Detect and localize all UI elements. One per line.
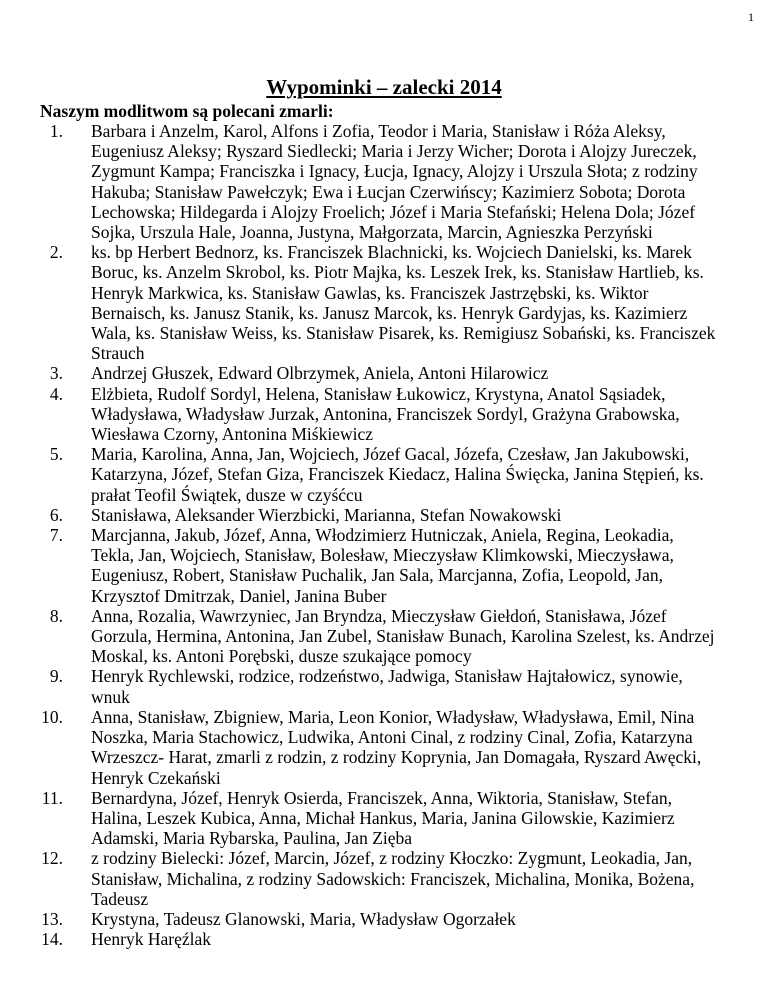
list-item bbox=[0, 363, 768, 383]
list-item bbox=[0, 384, 768, 445]
list-item-number: 12. bbox=[41, 848, 63, 869]
list-item-text: Anna, Rozalia, Wawrzyniec, Jan Bryndza, Mieczysław Giełdoń, Stanisława, Józef Gorzula, Hermina, Antonina, Jan Zubel, Stanisław Bunach, Karolina Szelest, ks. Andrzej Moskal, ks. Antoni Porębski, dusze szukające pomocy bbox=[91, 605, 715, 667]
list-item-number: 8. bbox=[49, 605, 63, 626]
list-item bbox=[0, 505, 768, 525]
list-item-text: Maria, Karolina, Anna, Jan, Wojciech, Józef Gacal, Józefa, Czesław, Jan Jakubowski, Katarzyna, Józef, Stefan Giza, Franciszek Kiedacz, Halina Święcka, Janina Stępień, ks. prałat Teofil Świątek, dusze w czyśćcu bbox=[91, 444, 704, 505]
list-item bbox=[0, 788, 768, 849]
list-item-number: 10. bbox=[41, 706, 63, 727]
list-item-text: Krystyna, Tadeusz Glanowski, Maria, Władysław Ogorzałek bbox=[91, 908, 516, 929]
list-item bbox=[0, 606, 768, 667]
list-item-number: 7. bbox=[49, 525, 63, 546]
list-item bbox=[0, 444, 768, 505]
memorial-list bbox=[0, 121, 768, 949]
list-item-text: Bernardyna, Józef, Henryk Osierda, Franciszek, Anna, Wiktoria, Stanisław, Stefan, Halina, Leszek Kubica, Anna, Michał Hankus, Maria, Janina Gilowskie, Kazimierz Adamski, Maria Rybarska, Paulina, Jan Zięba bbox=[91, 787, 675, 849]
list-item-text: Elżbieta, Rudolf Sordyl, Helena, Stanisław Łukowicz, Krystyna, Anatol Sąsiadek, Władysława, Władysław Jurzak, Antonina, Franciszek Sordyl, Grażyna Grabowska, Wiesława Czorny, Antonina Miśkiewicz bbox=[91, 383, 680, 445]
list-item-number: 14. bbox=[41, 929, 63, 950]
list-item-number: 9. bbox=[49, 666, 63, 687]
list-item bbox=[0, 242, 768, 363]
list-item-number: 2. bbox=[49, 242, 63, 263]
list-item-text: Anna, Stanisław, Zbigniew, Maria, Leon Konior, Władysław, Władysława, Emil, Nina Noszka, Maria Stachowicz, Ludwika, Antoni Cinal, z rodziny Cinal, Zofia, Katarzyna Wrzeszcz- Harat, zmarli z rodzin, z rodziny Koprynia, Jan Domagała, Ryszard Awęcki, Henryk Czekański bbox=[91, 706, 702, 788]
list-item-number: 4. bbox=[49, 383, 63, 404]
list-item-number: 5. bbox=[49, 444, 63, 465]
list-item-text: Barbara i Anzelm, Karol, Alfons i Zofia, Teodor i Maria, Stanisław i Róża Aleksy, Eugeniusz Aleksy; Ryszard Siedlecki; Maria i Jerzy Wicher; Dorota i Alojzy Jureczek, Zygmunt Kampa; Franciszka i Ignacy, Łucja, Ignacy, Alojzy i Urszula Słota; z rodziny Hakuba; Stanisław Pawełczyk; Ewa i Łucjan Czerwińscy; Kazimierz Sobota; Dorota Lechowska; Hildegarda i Alojzy Froelich; Józef i Maria Stefański; Helena Dola; Józef Sojka, Urszula Hale, Joanna, Justyna, Małgorzata, Marcin, Agnieszka Perzyński bbox=[91, 121, 698, 243]
list-item-text: Marcjanna, Jakub, Józef, Anna, Włodzimierz Hutniczak, Aniela, Regina, Leokadia, Tekla, Jan, Wojciech, Stanisław, Bolesław, Mieczysław Klimkowski, Mieczysława, Eugeniusz, Robert, Stanisław Puchalik, Jan Sala, Marcjanna, Zofia, Leopold, Jan, Krzysztof Dmitrzak, Daniel, Janina Buber bbox=[91, 525, 674, 606]
list-item-number: 1. bbox=[49, 121, 63, 141]
list-item-text: Henryk Haręźlak bbox=[91, 929, 212, 950]
list-item-text: Henryk Rychlewski, rodzice, rodzeństwo, Jadwiga, Stanisław Hajtałowicz, synowie, wnuk bbox=[91, 666, 683, 707]
intro-heading: Naszym modlitwom są polecani zmarli: bbox=[40, 101, 334, 121]
list-item bbox=[0, 121, 768, 242]
list-item bbox=[0, 666, 768, 706]
list-item-text: ks. bp Herbert Bednorz, ks. Franciszek Blachnicki, ks. Wojciech Danielski, ks. Marek Boruc, ks. Anzelm Skrobol, ks. Piotr Majka, ks. Leszek Irek, ks. Stanisław Hartlieb, ks. Henryk Markwica, ks. Stanisław Gawlas, ks. Franciszek Jastrzębski, ks. Wiktor Bernaisch, ks. Janusz Stanik, ks. Janusz Marcok, ks. Henryk Gardyjas, ks. Kazimierz Wala, ks. Stanisław Weiss, ks. Stanisław Pisarek, ks. Remigiusz Sobański, ks. Franciszek Strauch bbox=[91, 242, 716, 364]
list-item-number: 13. bbox=[41, 908, 63, 929]
list-item-text: Stanisława, Aleksander Wierzbicki, Marianna, Stefan Nowakowski bbox=[91, 504, 562, 525]
list-item-number: 11. bbox=[41, 787, 63, 808]
list-item-text: Andrzej Głuszek, Edward Olbrzymek, Aniela, Antoni Hilarowicz bbox=[91, 363, 549, 384]
list-item bbox=[0, 848, 768, 909]
page-number: 1 bbox=[748, 10, 754, 24]
list-item-number: 6. bbox=[49, 504, 63, 525]
list-item bbox=[0, 525, 768, 606]
list-item bbox=[0, 929, 768, 949]
list-item-text: z rodziny Bielecki: Józef, Marcin, Józef, z rodziny Kłoczko: Zygmunt, Leokadia, Jan, Stanisław, Michalina, z rodziny Sadowskich: Franciszek, Michalina, Monika, Bożena, Tadeusz bbox=[91, 848, 695, 909]
document-title: Wypominki – zalecki 2014 bbox=[266, 75, 502, 99]
list-item-number: 3. bbox=[49, 363, 63, 384]
list-item bbox=[0, 909, 768, 929]
list-item bbox=[0, 707, 768, 788]
